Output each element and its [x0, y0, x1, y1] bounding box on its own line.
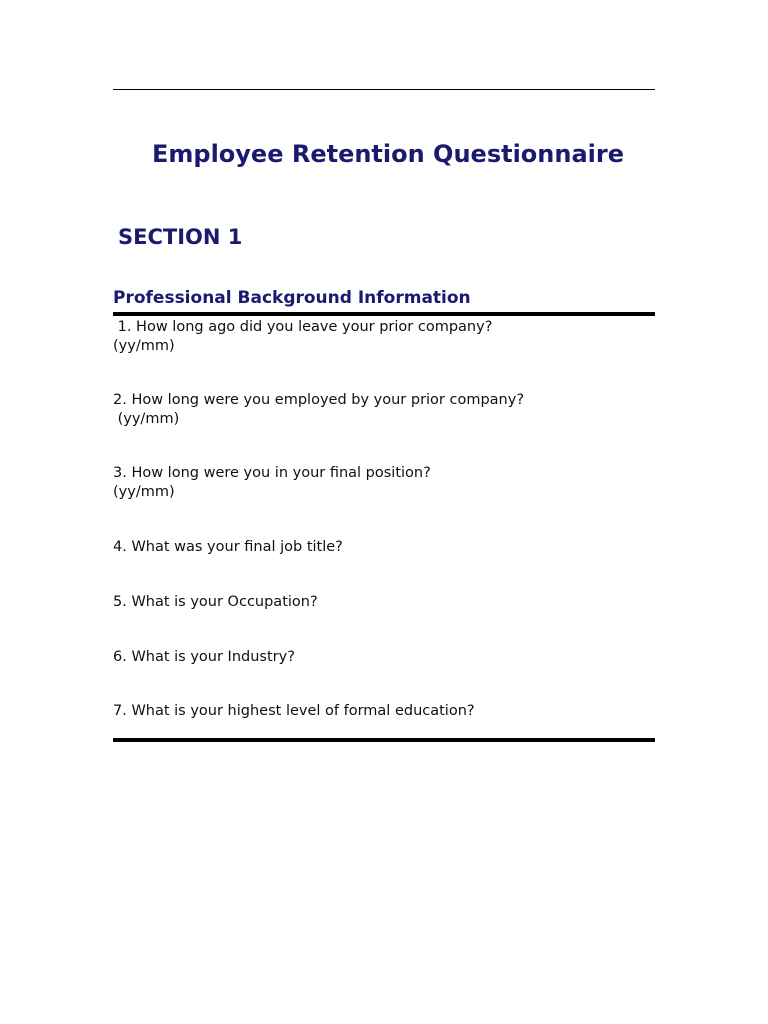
- question-text: 3. How long were you in your final position?: [113, 465, 431, 481]
- question-1: [113, 318, 492, 356]
- question-7: [113, 702, 475, 721]
- question-text: 1. How long ago did you leave your prior company?: [113, 319, 493, 335]
- top-divider: [113, 89, 655, 90]
- document-title: Employee Retention Questionnaire: [151, 140, 625, 168]
- question-text: 4. What was your final job title?: [113, 539, 343, 555]
- question-text: 7. What is your highest level of formal education?: [113, 703, 475, 719]
- question-6: [113, 648, 295, 667]
- question-2: [113, 391, 524, 429]
- question-text: 2. How long were you employed by your prior company?: [113, 392, 525, 408]
- question-5: [113, 593, 318, 612]
- question-3: [113, 464, 431, 502]
- section-heading: SECTION 1: [118, 225, 243, 249]
- question-text: 5. What is your Occupation?: [113, 594, 318, 610]
- subsection-heading: Professional Background Information: [113, 288, 471, 308]
- subsection-divider: [113, 312, 655, 316]
- question-format-note: (yy/mm): [113, 338, 175, 354]
- bottom-divider: [113, 738, 655, 742]
- question-4: [113, 538, 343, 557]
- question-format-note: (yy/mm): [113, 484, 175, 500]
- question-text: 6. What is your Industry?: [113, 649, 295, 665]
- question-format-note: (yy/mm): [113, 411, 180, 427]
